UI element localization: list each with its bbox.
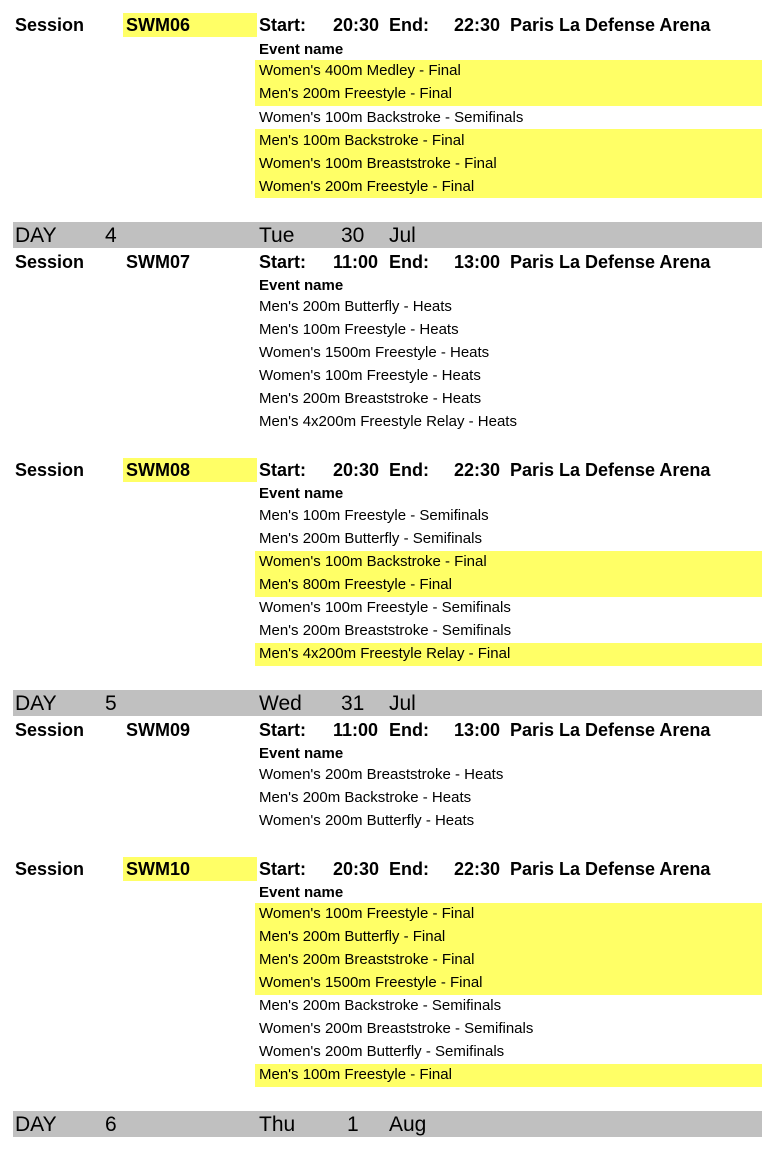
session-label: Session xyxy=(15,15,85,35)
start-label: Start: xyxy=(259,460,307,480)
day-number: 5 xyxy=(105,692,117,715)
event-item: Women's 400m Medley - Final xyxy=(259,62,461,79)
start-time: 20:30 xyxy=(333,15,380,35)
end-label: End: xyxy=(389,460,429,480)
session-code: SWM09 xyxy=(126,720,191,740)
event-item: Men's 200m Freestyle - Final xyxy=(259,85,452,102)
day-bar xyxy=(13,1111,762,1137)
day-date: 30 xyxy=(341,224,365,247)
event-item: Men's 100m Freestyle - Heats xyxy=(259,321,459,338)
session-label: Session xyxy=(15,252,85,272)
event-item: Women's 1500m Freestyle - Final xyxy=(259,974,483,991)
event-item: Men's 4x200m Freestyle Relay - Final xyxy=(259,645,511,662)
event-item: Men's 4x200m Freestyle Relay - Heats xyxy=(259,413,517,430)
venue: Paris La Defense Arena xyxy=(510,859,711,879)
event-item: Women's 100m Freestyle - Final xyxy=(259,905,475,922)
event-item: Women's 200m Breaststroke - Semifinals xyxy=(259,1020,534,1037)
event-item: Men's 200m Breaststroke - Final xyxy=(259,951,475,968)
event-item: Women's 200m Breaststroke - Heats xyxy=(259,766,504,783)
day-month: Jul xyxy=(389,224,416,247)
event-item: Men's 100m Freestyle - Final xyxy=(259,1066,452,1083)
event-item: Men's 200m Butterfly - Final xyxy=(259,928,446,945)
end-label: End: xyxy=(389,859,429,879)
session-code: SWM07 xyxy=(126,252,191,272)
day-label: DAY xyxy=(15,692,57,715)
end-time: 13:00 xyxy=(454,720,501,740)
event-item: Men's 200m Backstroke - Semifinals xyxy=(259,997,502,1014)
venue: Paris La Defense Arena xyxy=(510,15,711,35)
event-item: Men's 100m Freestyle - Semifinals xyxy=(259,507,489,524)
start-label: Start: xyxy=(259,720,307,740)
event-name-header: Event name xyxy=(259,41,344,58)
day-month: Aug xyxy=(389,1113,427,1136)
session-code: SWM10 xyxy=(126,859,191,879)
day-label: DAY xyxy=(15,224,57,247)
event-item: Women's 1500m Freestyle - Heats xyxy=(259,344,490,361)
event-name-header: Event name xyxy=(259,277,344,294)
end-label: End: xyxy=(389,720,429,740)
day-bar xyxy=(13,690,762,716)
day-weekday: Wed xyxy=(259,692,302,715)
end-label: End: xyxy=(389,15,429,35)
event-item: Women's 200m Butterfly - Heats xyxy=(259,812,475,829)
event-item: Women's 100m Breaststroke - Final xyxy=(259,155,497,172)
event-item: Men's 100m Backstroke - Final xyxy=(259,132,465,149)
day-weekday: Tue xyxy=(259,224,295,247)
day-label: DAY xyxy=(15,1113,57,1136)
event-item: Men's 200m Breaststroke - Heats xyxy=(259,390,482,407)
event-item: Men's 200m Butterfly - Semifinals xyxy=(259,530,482,547)
start-time: 11:00 xyxy=(333,252,379,272)
event-item: Men's 200m Breaststroke - Semifinals xyxy=(259,622,512,639)
event-item: Women's 100m Backstroke - Final xyxy=(259,553,487,570)
end-time: 22:30 xyxy=(454,15,501,35)
end-time: 22:30 xyxy=(454,460,501,480)
day-date: 1 xyxy=(347,1113,359,1136)
event-item: Women's 100m Freestyle - Semifinals xyxy=(259,599,511,616)
event-item: Women's 200m Freestyle - Final xyxy=(259,178,475,195)
session-code: SWM08 xyxy=(126,460,191,480)
event-item: Men's 200m Butterfly - Heats xyxy=(259,298,452,315)
event-item: Women's 100m Backstroke - Semifinals xyxy=(259,109,524,126)
end-time: 22:30 xyxy=(454,859,501,879)
start-time: 11:00 xyxy=(333,720,379,740)
event-name-header: Event name xyxy=(259,745,344,762)
day-weekday: Thu xyxy=(259,1113,296,1136)
session-label: Session xyxy=(15,460,85,480)
event-item: Women's 100m Freestyle - Heats xyxy=(259,367,481,384)
event-item: Men's 800m Freestyle - Final xyxy=(259,576,452,593)
event-item: Men's 200m Backstroke - Heats xyxy=(259,789,472,806)
event-name-header: Event name xyxy=(259,884,344,901)
end-time: 13:00 xyxy=(454,252,501,272)
day-date: 31 xyxy=(341,692,365,715)
start-time: 20:30 xyxy=(333,859,380,879)
session-code: SWM06 xyxy=(126,15,191,35)
start-time: 20:30 xyxy=(333,460,380,480)
venue: Paris La Defense Arena xyxy=(510,252,711,272)
end-label: End: xyxy=(389,252,429,272)
venue: Paris La Defense Arena xyxy=(510,460,711,480)
day-number: 6 xyxy=(105,1113,117,1136)
start-label: Start: xyxy=(259,15,307,35)
venue: Paris La Defense Arena xyxy=(510,720,711,740)
session-label: Session xyxy=(15,720,85,740)
day-bar xyxy=(13,222,762,248)
event-name-header: Event name xyxy=(259,485,344,502)
start-label: Start: xyxy=(259,252,307,272)
event-item: Women's 200m Butterfly - Semifinals xyxy=(259,1043,505,1060)
day-number: 4 xyxy=(105,224,117,247)
start-label: Start: xyxy=(259,859,307,879)
session-label: Session xyxy=(15,859,85,879)
day-month: Jul xyxy=(389,692,416,715)
